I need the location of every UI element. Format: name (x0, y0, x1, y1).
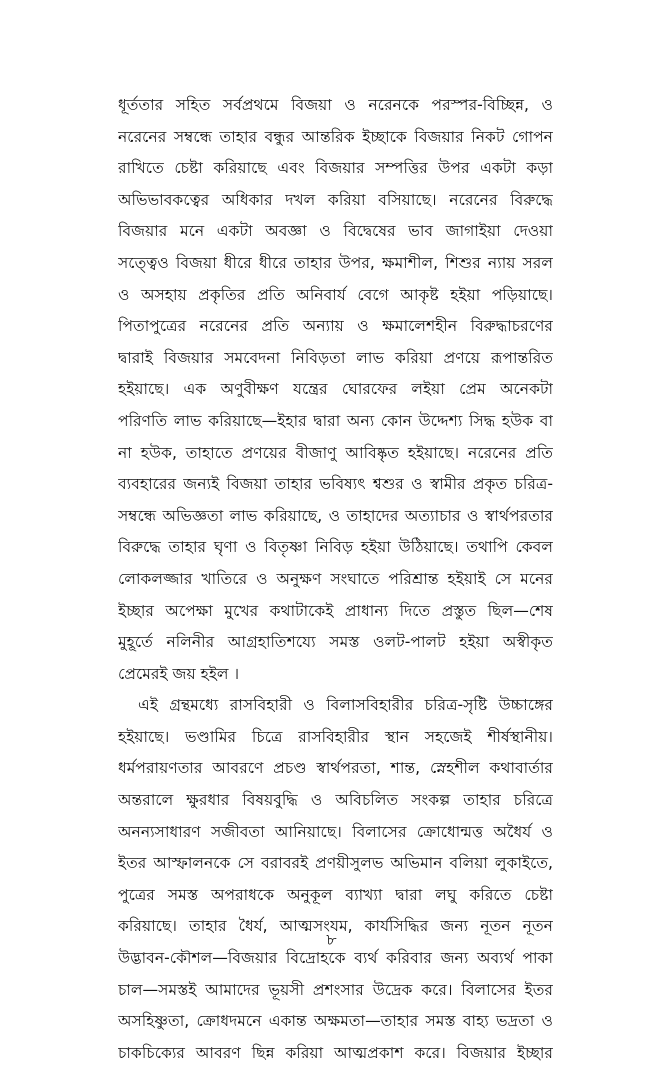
text-line: চাল—সমস্তই আমাদের ভূয়সী প্রশংসার উদ্রেক করে। বিলাসের ইতর (118, 980, 553, 999)
text-line: লোকলজ্জার খাতিরে ও অনুক্ষণ সংঘাতে পরিশ্রান্ত হইয়াই সে মনের (118, 569, 553, 588)
text-line: করিয়াছে। তাহার ধৈর্য, আত্মসংযম, কার্যসিদ্ধির জন্য নূতন নূতন (118, 917, 553, 936)
text-line: নরেনের সম্বন্ধে তাহার বন্ধুর আন্তরিক ইচ্ছাকে বিজয়ার নিকট গোপন (118, 127, 553, 146)
text-line: প্রেমেরই জয় হইল । (118, 664, 240, 683)
text-line: এই গ্রন্থমধ্যে রাসবিহারী ও বিলাসবিহারীর চরিত্র-সৃষ্টি উচ্চাঙ্গের (138, 696, 553, 715)
text-line: হইয়াছে। ভণ্ডামির চিত্রে রাসবিহারীর স্থান সহজেই শীর্ষস্থানীয়। (118, 727, 553, 746)
text-line: অভিভাবকত্বের অধিকার দখল করিয়া বসিয়াছে। নরেনের বিরুদ্ধে (118, 190, 553, 209)
text-line: সত্ত্বেও বিজয়া ধীরে ধীরে তাহার উপর, ক্ষমাশীল, শিশুর ন্যায় সরল (118, 253, 553, 272)
text-line: সম্বন্ধে অভিজ্ঞতা লাভ করিয়াছে, ও তাহাদের অত্যাচার ও স্বার্থপরতার (118, 506, 553, 525)
text-line: উদ্ভাবন-কৌশল—বিজয়ার বিদ্রোহকে ব্যর্থ করিবার জন্য অব্যর্থ পাকা (118, 949, 553, 968)
page-number: ৮ (326, 930, 337, 949)
text-line: চাকচিক্যের আবরণ ছিন্ন করিয়া আত্মপ্রকাশ করে। বিজয়ার ইচ্ছার (118, 1043, 553, 1062)
text-line: পরিণতি লাভ করিয়াছে—ইহার দ্বারা অন্য কোন উদ্দেশ্য সিদ্ধ হউক বা (118, 411, 553, 430)
text-line: পুত্রের সমস্ত অপরাধকে অনুকূল ব্যাখ্যা দ্বারা লঘু করিতে চেষ্টা (118, 885, 553, 904)
text-line: বিরুদ্ধে তাহার ঘৃণা ও বিতৃষ্ণা নিবিড় হইয়া উঠিয়াছে। তথাপি কেবল (118, 538, 553, 557)
text-line: দ্বারাই বিজয়ার সমবেদনা নিবিড়তা লাভ করিয়া প্রণয়ে রূপান্তরিত (118, 348, 553, 367)
text-line: অসহিষ্ণুতা, ক্রোধদমনে একান্ত অক্ষমতা—তাহার সমস্ত বাহ্য ভদ্রতা ও (118, 1012, 553, 1031)
text-line: রাখিতে চেষ্টা করিয়াছে এবং বিজয়ার সম্পত্তির উপর একটা কড়া (118, 159, 553, 178)
paragraph-2 (118, 690, 553, 1069)
text-line: অন্তরালে ক্ষুরধার বিষয়বুদ্ধি ও অবিচলিত সংকল্প তাহার চরিত্রে (118, 791, 553, 810)
text-line: হইয়াছে। এক অণুবীক্ষণ যন্ত্রের ঘোরফের লইয়া প্রেম অনেকটা (118, 380, 553, 399)
text-line: ধূর্ততার সহিত সর্বপ্রথমে বিজয়া ও নরেনকে পরস্পর-বিচ্ছিন্ন, ও (118, 96, 553, 114)
body-text (118, 90, 553, 1069)
paragraph-1 (118, 90, 553, 690)
text-line: ব্যবহারের জন্যই বিজয়া তাহার ভবিষ্যৎ শ্বশুর ও স্বামীর প্রকৃত চরিত্র- (118, 475, 553, 494)
text-line: বিজয়ার মনে একটা অবজ্ঞা ও বিদ্বেষের ভাব জাগাইয়া দেওয়া (118, 222, 553, 241)
text-line: পিতাপুত্রের নরেনের প্রতি অন্যায় ও ক্ষমালেশহীন বিরুদ্ধাচরণের (118, 317, 553, 336)
text-line: ধর্মপরায়ণতার আবরণে প্রচণ্ড স্বার্থপরতা, শান্ত, স্নেহশীল কথাবার্তার (118, 759, 553, 778)
text-line: অনন্যসাধারণ সজীবতা আনিয়াছে। বিলাসের ক্রোধোন্মত্ত অধৈর্য ও (118, 822, 553, 841)
text-line: ও অসহায় প্রকৃতির প্রতি অনিবার্য বেগে আকৃষ্ট হইয়া পড়িয়াছে। (118, 285, 553, 304)
text-line: মুহূর্তে নলিনীর আগ্রহাতিশয্যে সমস্ত ওলট-পালট হইয়া অস্বীকৃত (118, 633, 553, 652)
text-line: ইচ্ছার অপেক্ষা মুখের কথাটাকেই প্রাধান্য দিতে প্রস্তুত ছিল—শেষ (118, 601, 553, 620)
text-line: না হউক, তাহাতে প্রণয়ের বীজাণু আবিষ্কৃত হইয়াছে। নরেনের প্রতি (118, 443, 553, 462)
text-line: ইতর আস্ফালনকে সে বরাবরই প্রণয়ীসুলভ অভিমান বলিয়া লুকাইতে, (118, 854, 553, 873)
